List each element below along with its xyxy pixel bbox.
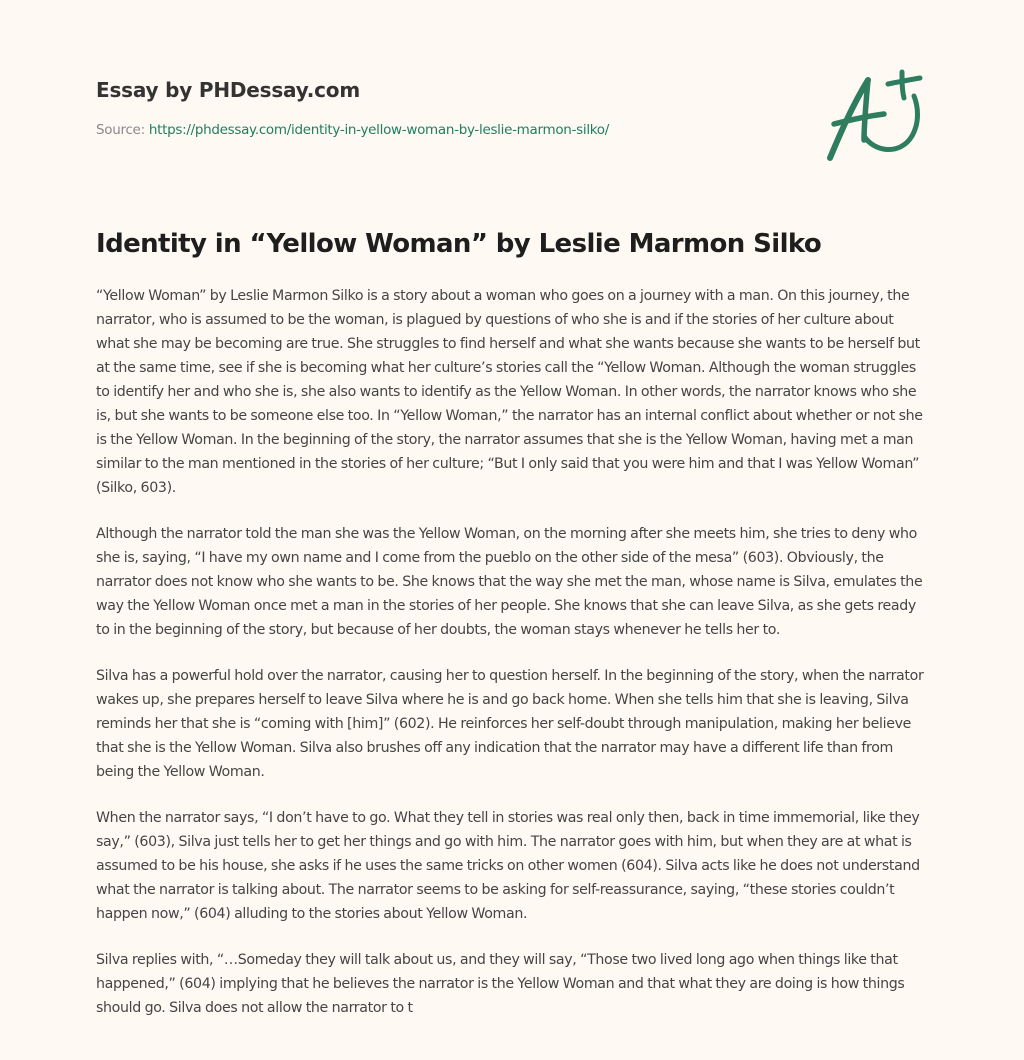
paragraph: “Yellow Woman” by Leslie Marmon Silko is a story about a woman who goes on a journey with a man. On this journey, the narrator, who is assumed to be the woman, is plagued by questions of who she is and if the stories of her culture about what she may be becoming are true. She struggles to find herself and what she wants because she wants to be herself but at the same time, see if she is becoming what her culture’s stories call the “Yellow Woman. Although the woman struggles to identify her and who she is, she also wants to identify as the Yellow Woman. In other words, the narrator knows who she is, but she wants to be someone else too. In “Yellow Woman,” the narrator has an internal conflict about whether or not she is the Yellow Woman. In the beginning of the story, the narrator assumes that she is the Yellow Woman, having met a man similar to the man mentioned in the stories of her culture; “But I only said that you were him and that I was Yellow Woman” (Silko, 603).: [96, 288, 923, 496]
article: [96, 224, 930, 1042]
page-header: [96, 76, 796, 140]
source-line: [96, 120, 796, 140]
paragraph: Silva replies with, “…Someday they will talk about us, and they will say, “Those two lived long ago when things like that happened,” (604) implying that he believes the narrator is the Yellow Woman and that what they are doing is how things should go. Silva does not allow the narrator to t: [96, 952, 905, 1016]
source-label: Source:: [96, 122, 145, 138]
paragraph: Silva has a powerful hold over the narrator, causing her to question herself. In the beginning of the story, when the narrator wakes up, she prepares herself to leave Silva where he is and go back home. When she tells him that she is leaving, Silva reminds her that she is “coming with [him]” (602). He reinforces her self-doubt through manipulation, making her believe that she is the Yellow Woman. Silva also brushes off any indication that the narrator may have a different life than from being the Yellow Woman.: [96, 668, 924, 780]
paragraph: When the narrator says, “I don’t have to go. What they tell in stories was real only then, back in time immemorial, like they say,” (603), Silva just tells her to get her things and go with him. The narrator goes with him, but when they are at what is assumed to be his house, she asks if he uses the same tricks on other women (604). Silva acts like he does not understand what the narrator is talking about. The narrator seems to be asking for self-reassurance, saying, “these stories couldn’t happen now,” (604) alluding to the stories about Yellow Woman.: [96, 810, 920, 922]
site-title: Essay by PHDessay.com: [96, 78, 360, 102]
article-title: Identity in “Yellow Woman” by Leslie Marmon Silko: [96, 229, 822, 259]
source-link[interactable]: https://phdessay.com/identity-in-yellow-woman-by-leslie-marmon-silko/: [148, 122, 610, 138]
a-plus-grade-icon: [822, 66, 926, 164]
paragraph: Although the narrator told the man she was the Yellow Woman, on the morning after she meets him, she tries to deny who she is, saying, “I have my own name and I come from the pueblo on the other side of the mesa” (603). Obviously, the narrator does not know who she wants to be. She knows that the way she met the man, whose name is Silva, emulates the way the Yellow Woman once met a man in the stories of her people. She knows that she can leave Silva, as she gets ready to in the beginning of the story, but because of her doubts, the woman stays whenever he tells her to.: [96, 526, 923, 638]
